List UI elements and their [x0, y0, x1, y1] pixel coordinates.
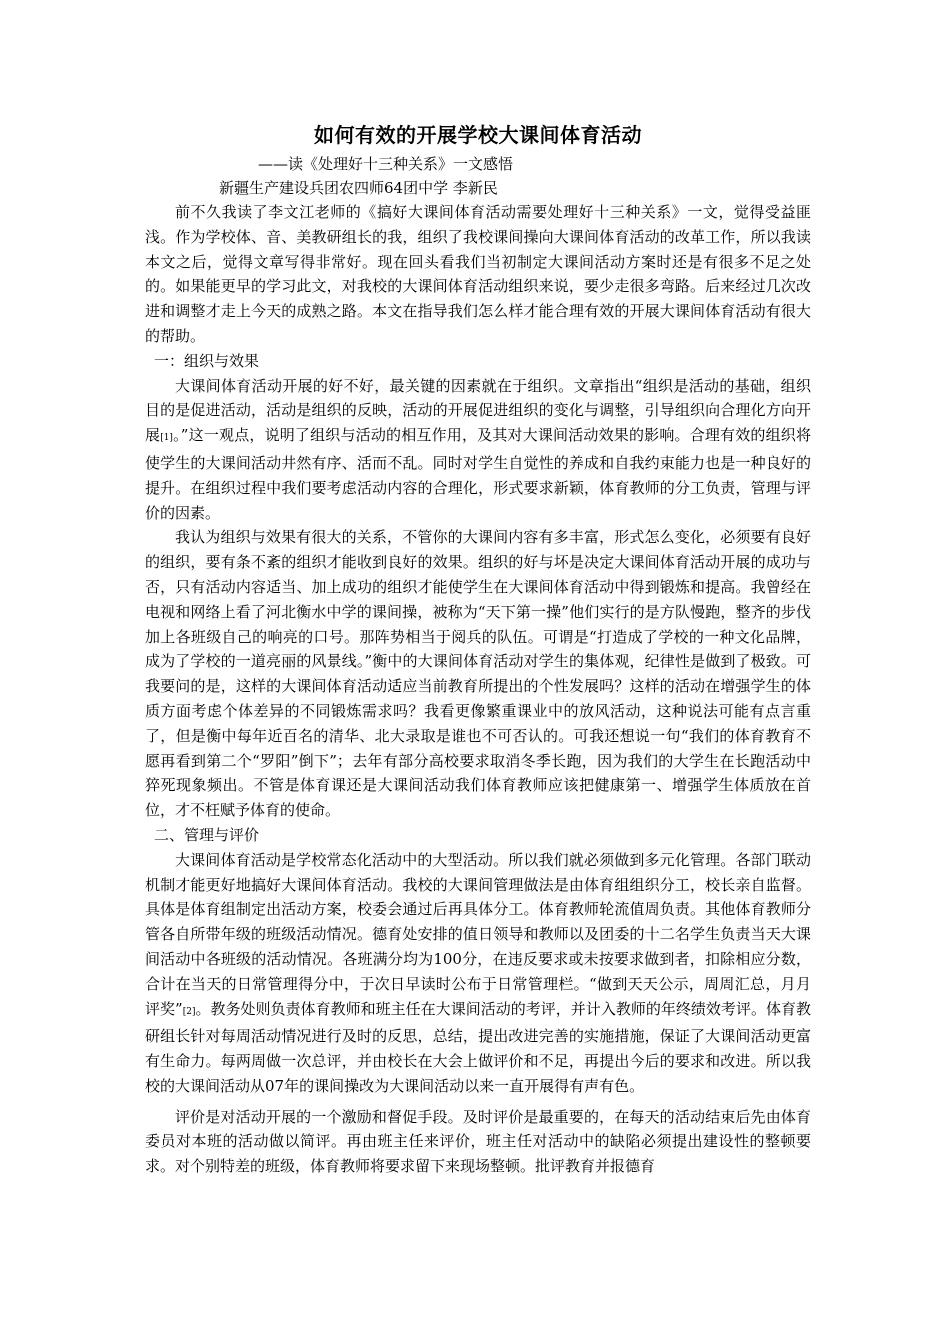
- section1-paragraph-1-text-a: 大课间体育活动开展的好不好，最关键的因素就在于组织。文章指出“组织是活动的基础，组织目的是促进活动，活动是组织的反映，活动的开展促进组织的变化与调整，引导组织向合理化方向开展: [145, 376, 811, 445]
- document-title: 如何有效的开展学校大课间体育活动: [314, 123, 642, 147]
- section2-paragraph-1-text-b: 。教务处则负责体育教师和班主任在大课间活动的考评，并计入教师的年终绩效考评。体育教研组长针对每周活动情况进行及时的反思，总结，提出改进完善的实施措施，保证了大课间活动更富有生命力。每两周做一次总评，并由校长在大会上做评价和不足，再提出今后的要求和改进。所以我校的大课间活动从07年的课间操改为大课间活动以来一直开展得有声有色。: [145, 999, 811, 1095]
- section2-paragraph-2: 评价是对活动开展的一个激励和督促手段。及时评价是最重要的，在每天的活动结束后先由体育委员对本班的活动做以简评。再由班主任来评价，班主任对活动中的缺陷必须提出建设性的整顿要求。对个别特差的班级，体育教师将要求留下来现场整顿。批评教育并报德育: [145, 1107, 811, 1176]
- reference-marker-2: [2]: [182, 1006, 196, 1017]
- section-heading-management: 二、管理与评价: [154, 825, 260, 844]
- section1-paragraph-2: 我认为组织与效果有很大的关系，不管你的大课间内容有多丰富，形式怎么变化，必须要有良好的组织，要有条不紊的组织才能收到良好的效果。组织的好与坏是决定大课间体育活动开展的成功与否，只有活动内容适当、加上成功的组织才能使学生在大课间体育活动中得到锻炼和提高。我曾经在电视和网络上看了河北衡水中学的课间操，被称为“天下第一操”他们实行的是方队慢跑，整齐的步伐加上各班级自己的响亮的口号。那阵势相当于阅兵的队伍。可谓是“打造成了学校的一种文化品牌，成为了学校的一道亮丽的风景线。”衡中的大课间体育活动对学生的集体观，纪律性是做到了极致。可我要问的是，这样的大课间体育活动适应当前教育所提出的个性发展吗？这样的活动在增强学生的体质方面考虑个体差异的不同锻炼需求吗？我看更像繁重课业中的放风活动，这种说法可能有点言重了，但是衡中每年近百名的清华、北大录取是谁也不可否认的。可我还想说一句“我们的体育教育不愿再看到第二个“罗阳”倒下”；去年有部分高校要求取消冬季长跑，因为我们的大学生在长跑活动中猝死现象频出。不管是体育课还是大课间活动我们体育教师应该把健康第一、增强学生体质放在首位，才不枉赋予体育的使命。: [145, 528, 811, 820]
- document-page: [145, 118, 811, 1179]
- intro-paragraph: 前不久我读了李文江老师的《搞好大课间体育活动需要处理好十三种关系》一文，觉得受益匪浅。作为学校体、音、美教研组长的我，组织了我校课间操向大课间体育活动的改革工作，所以我读本文之后，觉得文章写得非常好。现在回头看我们当初制定大课间活动方案时还是有很多不足之处的。如果能更早的学习此文，对我校的大课间体育活动组织来说，要少走很多弯路。后来经过几次改进和调整才走上今天的成熟之路。本文在指导我们怎么样才能合理有效的开展大课间体育活动有很大的帮助。: [145, 203, 811, 345]
- document-author: 新疆生产建设兵团农四师64团中学 李新民: [219, 179, 498, 197]
- section2-paragraph-1: [145, 848, 811, 1099]
- section1-paragraph-1: [145, 374, 811, 526]
- section-heading-organization: 一：组织与效果: [154, 351, 260, 370]
- reference-marker-1: [1]: [160, 433, 173, 444]
- section1-paragraph-1-text-b: 。”这一观点，说明了组织与活动的相互作用，及其对大课间活动效果的影响。合理有效的组织将使学生的大课间活动井然有序、活而不乱。同时对学生自觉性的养成和自我约束能力也是一种良好的提升。在组织过程中我们要考虑活动内容的合理化，形式要求新颖，体育教师的分工负责，管理与评价的因素。: [145, 426, 811, 522]
- section2-paragraph-1-text-a: 大课间体育活动是学校常态化活动中的大型活动。所以我们就必须做到多元化管理。各部门联动机制才能更好地搞好大课间体育活动。我校的大课间管理做法是由体育组组织分工，校长亲自监督。具体是体育组制定出活动方案，校委会通过后再具体分工。体育教师轮流值周负责。其他体育教师分管各自所带年级的班级活动情况。德育处安排的值日领导和教师以及团委的十二名学生负责当天大课间活动中各班级的活动情况。各班满分均为100分，在违反要求或未按要求做到者，扣除相应分数，合计在当天的日常管理得分中，于次日早读时公布于日常管理栏。“做到天天公示，周周汇总，月月评奖”: [145, 850, 811, 1018]
- document-subtitle: ——读《处理好十三种关系》一文感悟: [258, 155, 514, 173]
